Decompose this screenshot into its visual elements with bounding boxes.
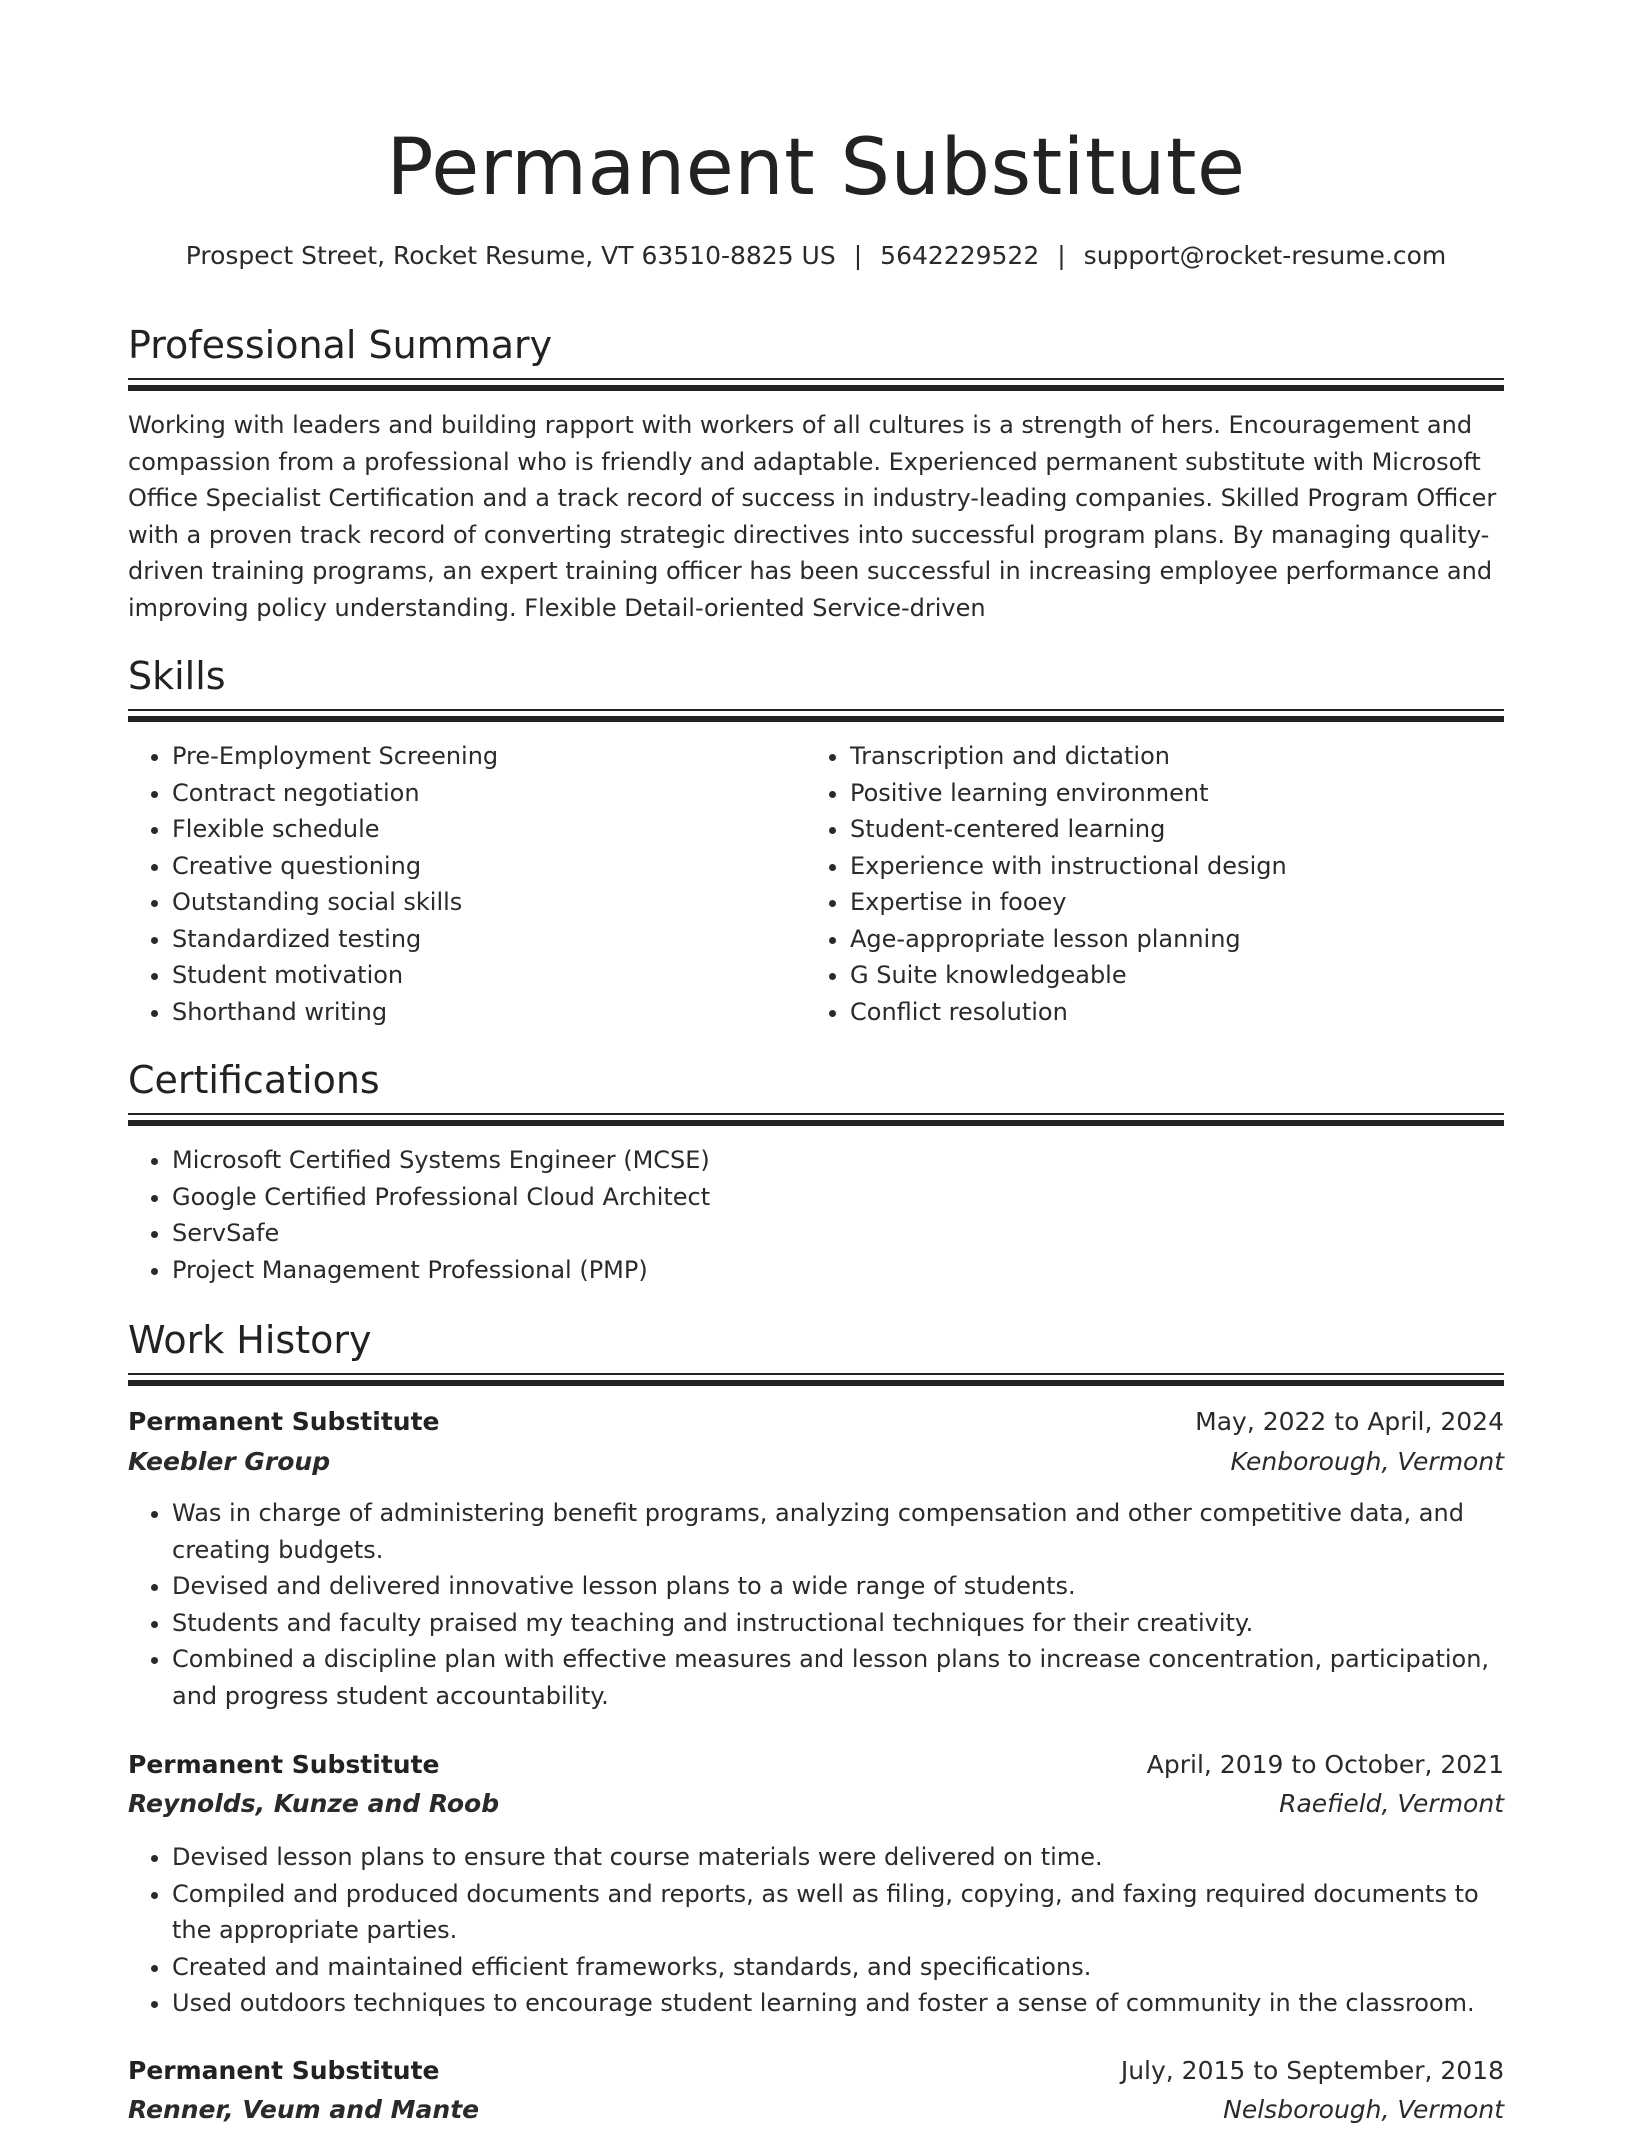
job-duty: • Devised and delivered innovative lesson plans to a wide range of students. (172, 1568, 1504, 1605)
job-header (128, 2051, 1504, 2091)
section-heading-work-history: Work History (128, 1318, 372, 1362)
skill-item: • Student motivation (172, 957, 792, 994)
company-name: Keebler Group (128, 1447, 331, 1476)
job-location: Kenborough, Vermont (1230, 1447, 1504, 1476)
certification-item: • Microsoft Certified Systems Engineer (MCSE) (172, 1142, 1504, 1179)
contact-line (0, 238, 1632, 274)
section-divider (128, 1373, 1504, 1387)
phone-number: 5642229522 (880, 241, 1040, 270)
job-duty: • Students and faculty praised my teaching and instructional techniques for their creativity. (172, 1605, 1504, 1642)
skill-item: • Standardized testing (172, 921, 792, 958)
candidate-name: Permanent Substitute (386, 123, 1246, 213)
job-duty: • Compiled and produced documents and reports, as well as filing, copying, and faxing required documents to the appropriate parties. (172, 1876, 1504, 1949)
section-divider (128, 709, 1504, 723)
job-title: Permanent Substitute (128, 1750, 440, 1779)
job-header (128, 1402, 1504, 1442)
section-heading-certifications: Certifications (128, 1058, 380, 1102)
section-heading-summary: Professional Summary (128, 323, 553, 367)
job-duty: • Combined a discipline plan with effective measures and lesson plans to increase concentration, participation, and progress student accountability. (172, 1641, 1504, 1714)
job-location: Raefield, Vermont (1279, 1789, 1504, 1818)
job-duty: • Devised lesson plans to ensure that course materials were delivered on time. (172, 1839, 1504, 1876)
certification-item: • Project Management Professional (PMP) (172, 1252, 1504, 1289)
skill-item: • Student-centered learning (850, 811, 1530, 848)
skill-item: • Positive learning environment (850, 775, 1530, 812)
company-name: Renner, Veum and Mante (128, 2095, 480, 2124)
job-header (128, 1745, 1504, 1785)
skill-item: • Pre-Employment Screening (172, 738, 792, 775)
skill-item: • Experience with instructional design (850, 848, 1530, 885)
job-title: Permanent Substitute (128, 2056, 440, 2085)
skill-item: • Transcription and dictation (850, 738, 1530, 775)
skill-item: • G Suite knowledgeable (850, 957, 1530, 994)
skill-item: • Expertise in fooey (850, 884, 1530, 921)
job-duty: • Created and maintained efficient frameworks, standards, and specifications. (172, 1949, 1504, 1986)
certification-item: • ServSafe (172, 1215, 1504, 1252)
skill-item: • Contract negotiation (172, 775, 792, 812)
skill-item: • Outstanding social skills (172, 884, 792, 921)
job-duties-list (128, 1839, 1504, 2022)
section-heading-skills: Skills (128, 654, 226, 698)
skill-item: • Age-appropriate lesson planning (850, 921, 1530, 958)
job-duties-list (128, 1495, 1504, 1714)
certifications-list (128, 1142, 1504, 1288)
skills-list-right (806, 738, 1530, 1030)
skill-item: • Creative questioning (172, 848, 792, 885)
email-address: support@rocket-resume.com (1083, 241, 1447, 270)
job-company-row (128, 1784, 1504, 1824)
skills-list-left (128, 738, 792, 1030)
company-name: Reynolds, Kunze and Roob (128, 1789, 500, 1818)
skill-item: • Shorthand writing (172, 994, 792, 1031)
address: Prospect Street, Rocket Resume, VT 63510-8825 US (185, 241, 836, 270)
job-dates: July, 2015 to September, 2018 (1120, 2056, 1504, 2085)
skill-item: • Flexible schedule (172, 811, 792, 848)
job-company-row (128, 2090, 1504, 2130)
job-location: Nelsborough, Vermont (1223, 2095, 1504, 2124)
job-dates: April, 2019 to October, 2021 (1146, 1750, 1504, 1779)
job-company-row (128, 1442, 1504, 1482)
section-divider (128, 1113, 1504, 1127)
section-divider (128, 378, 1504, 392)
job-dates: May, 2022 to April, 2024 (1195, 1407, 1504, 1436)
job-duty: • Was in charge of administering benefit programs, analyzing compensation and other competitive data, and creating budgets. (172, 1495, 1504, 1568)
summary-text: Working with leaders and building rapport with workers of all cultures is a strength of hers. Encouragement and compassion from a professional who is friendly and adaptable. Experienced permanent substitute with Microsoft Office Specialist Certification and a track record of success in industry-leading companies. Skilled Program Officer with a proven track record of converting strategic directives into successful program plans. By managing quality-driven training programs, an expert training officer has been successful in increasing employee performance and improving policy understanding. Flexible Detail-oriented Service-driven (128, 411, 1497, 622)
job-duty: • Used outdoors techniques to encourage student learning and foster a sense of community in the classroom. (172, 1985, 1504, 2022)
contact-separator: | (853, 241, 863, 270)
certification-item: • Google Certified Professional Cloud Architect (172, 1179, 1504, 1216)
job-title: Permanent Substitute (128, 1407, 440, 1436)
contact-separator: | (1057, 241, 1066, 270)
skill-item: • Conflict resolution (850, 994, 1530, 1031)
